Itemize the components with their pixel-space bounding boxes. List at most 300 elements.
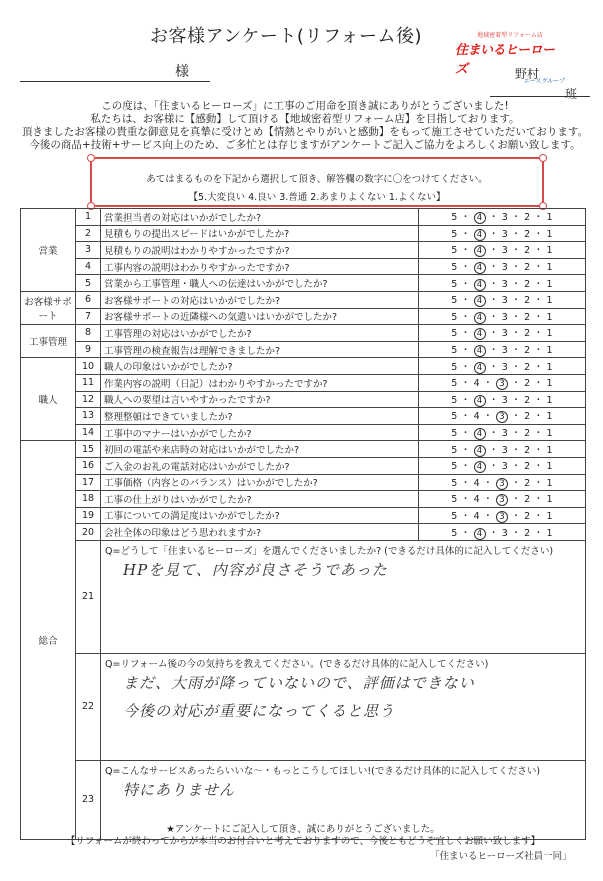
scale-separator: ・ xyxy=(457,394,474,406)
rating-option-selected[interactable]: 4 xyxy=(474,262,486,274)
open-question-row xyxy=(21,653,586,760)
handwritten-answer: HPを見て、内容が良さそうであった xyxy=(123,560,388,579)
question-number: 17 xyxy=(76,474,101,491)
handwritten-answer: まだ、大雨が降っていないので、評価はできない xyxy=(123,673,475,692)
rating-option[interactable]: 3 xyxy=(501,311,508,323)
customer-honorific: 様 xyxy=(175,64,189,80)
rating-option[interactable]: 4 xyxy=(473,510,480,522)
question-text: 初回の電話や来店時の対応はいかがでしたか? xyxy=(101,441,419,458)
rating-option[interactable]: 3 xyxy=(501,212,508,224)
question-number: 4 xyxy=(76,258,101,275)
intro-line: 頂きましたお客様の貴重な御意見を真摯に受けとめ【情熱とやりがいと感動】をもって施工させていただいております。 xyxy=(21,126,589,138)
rating-option[interactable]: 3 xyxy=(501,461,508,473)
question-row xyxy=(21,291,586,308)
question-number: 7 xyxy=(76,308,101,325)
question-row xyxy=(21,507,586,524)
rating-option[interactable]: 4 xyxy=(473,378,480,390)
rating-option-selected[interactable]: 3 xyxy=(496,411,508,423)
scale-separator: ・ xyxy=(457,411,474,423)
question-number: 5 xyxy=(76,275,101,292)
scale-separator: ・ xyxy=(485,361,502,373)
customer-name-line xyxy=(20,81,210,82)
rating-scale xyxy=(419,358,586,375)
rating-option[interactable]: 3 xyxy=(501,328,508,340)
rating-option[interactable]: 5 xyxy=(451,527,458,539)
scale-separator: ・ xyxy=(530,527,547,539)
scale-separator: ・ xyxy=(457,328,474,340)
rating-option[interactable]: 3 xyxy=(501,428,508,440)
rating-option[interactable]: 2 xyxy=(524,444,531,456)
rating-scale xyxy=(419,424,586,441)
rating-option-selected[interactable]: 4 xyxy=(474,312,486,324)
scale-separator: ・ xyxy=(457,527,474,539)
rating-option[interactable]: 1 xyxy=(546,212,553,224)
scale-separator: ・ xyxy=(485,527,502,539)
question-row xyxy=(21,341,586,358)
handwritten-answer: 特にありません xyxy=(123,780,236,799)
question-row xyxy=(21,424,586,441)
rating-option[interactable]: 4 xyxy=(473,494,480,506)
scale-separator: ・ xyxy=(485,228,502,240)
rating-option[interactable]: 3 xyxy=(501,527,508,539)
scale-separator: ・ xyxy=(457,311,474,323)
rating-option-selected[interactable]: 3 xyxy=(496,494,508,506)
question-row xyxy=(21,358,586,375)
scale-separator: ・ xyxy=(457,444,474,456)
rating-option[interactable]: 2 xyxy=(524,411,531,423)
question-number: 12 xyxy=(76,391,101,408)
category-sales: 営業 xyxy=(21,209,76,292)
rating-option[interactable]: 3 xyxy=(501,345,508,357)
question-text: お客様サポートの対応はいかがでしたか? xyxy=(101,291,419,308)
rating-option[interactable]: 2 xyxy=(524,510,531,522)
scale-separator: ・ xyxy=(457,345,474,357)
scale-separator: ・ xyxy=(530,394,547,406)
category-construction: 工事管理 xyxy=(21,325,76,358)
rating-instructions-box xyxy=(90,157,544,207)
rating-option[interactable]: 2 xyxy=(524,311,531,323)
intro-line: 私たちは、お客様に【感動】して頂ける【地域密着型リフォーム店】を目指しております。 xyxy=(90,113,520,125)
rating-option[interactable]: 5 xyxy=(451,311,458,323)
open-answer-area[interactable] xyxy=(101,540,586,653)
rating-option-selected[interactable]: 4 xyxy=(474,328,486,340)
rating-option-selected[interactable]: 3 xyxy=(496,511,508,523)
rating-scale xyxy=(419,491,586,508)
rating-option-selected[interactable]: 4 xyxy=(474,461,486,473)
scale-separator: ・ xyxy=(530,510,547,522)
scale-separator: ・ xyxy=(457,378,474,390)
rating-option[interactable]: 3 xyxy=(501,361,508,373)
scale-separator: ・ xyxy=(479,494,496,506)
scale-separator: ・ xyxy=(479,378,496,390)
rating-option[interactable]: 1 xyxy=(546,394,553,406)
rating-option[interactable]: 5 xyxy=(451,378,458,390)
survey-table xyxy=(20,208,586,840)
question-row xyxy=(21,209,586,226)
scale-separator: ・ xyxy=(485,345,502,357)
question-number: 10 xyxy=(76,358,101,375)
question-row xyxy=(21,225,586,242)
staff-unit: 班 xyxy=(565,87,578,101)
rating-option[interactable]: 1 xyxy=(546,228,553,240)
scale-separator: ・ xyxy=(485,278,502,290)
open-question-prompt: Q=こんなサービスあったらいいな〜・もっとこうしてほしい!(できるだけ具体的に記入してください) xyxy=(105,765,541,777)
scale-separator: ・ xyxy=(530,411,547,423)
question-row xyxy=(21,408,586,425)
question-text: 作業内容の説明（日記）はわかりやすかったですか? xyxy=(101,374,419,391)
rating-scale xyxy=(419,441,586,458)
rating-option[interactable]: 2 xyxy=(524,278,531,290)
rating-option[interactable]: 5 xyxy=(451,345,458,357)
rating-option[interactable]: 5 xyxy=(451,262,458,274)
open-question-row xyxy=(21,540,586,653)
scale-separator: ・ xyxy=(485,428,502,440)
scale-separator: ・ xyxy=(508,444,525,456)
rating-option[interactable]: 5 xyxy=(451,212,458,224)
scale-separator: ・ xyxy=(530,494,547,506)
logo-group: エースグループ xyxy=(523,78,565,85)
question-number: 19 xyxy=(76,507,101,524)
question-number: 14 xyxy=(76,424,101,441)
scale-separator: ・ xyxy=(508,262,525,274)
rating-scale xyxy=(419,258,586,275)
rating-option[interactable]: 5 xyxy=(451,428,458,440)
question-row xyxy=(21,391,586,408)
scale-separator: ・ xyxy=(530,262,547,274)
rating-scale xyxy=(419,507,586,524)
scale-separator: ・ xyxy=(530,444,547,456)
question-number: 13 xyxy=(76,408,101,425)
question-text: 工事の仕上がりはいかがでしたか? xyxy=(101,491,419,508)
scale-separator: ・ xyxy=(485,394,502,406)
scale-separator: ・ xyxy=(479,411,496,423)
category-support: お客様サポート xyxy=(21,291,76,324)
open-answer-area[interactable] xyxy=(101,653,586,760)
scale-separator: ・ xyxy=(530,212,547,224)
rating-scale xyxy=(419,225,586,242)
scale-separator: ・ xyxy=(485,328,502,340)
rating-option[interactable]: 1 xyxy=(546,311,553,323)
question-text: 工事管理の対応はいかがでしたか? xyxy=(101,325,419,342)
rating-scale xyxy=(419,341,586,358)
question-row xyxy=(21,325,586,342)
rating-scale xyxy=(419,391,586,408)
rating-option[interactable]: 2 xyxy=(524,428,531,440)
rating-option[interactable]: 3 xyxy=(501,394,508,406)
scale-separator: ・ xyxy=(485,295,502,307)
rating-scale xyxy=(419,457,586,474)
rating-option[interactable]: 5 xyxy=(451,245,458,257)
open-question-prompt: Q=リフォーム後の今の気持ちを教えてください。(できるだけ具体的に記入してください) xyxy=(105,658,489,670)
question-number: 8 xyxy=(76,325,101,342)
question-row xyxy=(21,524,586,541)
question-row xyxy=(21,258,586,275)
question-text: 工事管理の検査報告は理解できましたか? xyxy=(101,341,419,358)
scale-separator: ・ xyxy=(457,262,474,274)
rating-option[interactable]: 1 xyxy=(546,461,553,473)
rating-option[interactable]: 1 xyxy=(546,477,553,489)
scale-separator: ・ xyxy=(508,527,525,539)
rating-scale xyxy=(419,308,586,325)
scale-separator: ・ xyxy=(508,361,525,373)
scale-separator: ・ xyxy=(479,510,496,522)
rating-option[interactable]: 4 xyxy=(473,411,480,423)
rating-option[interactable]: 1 xyxy=(546,378,553,390)
question-row xyxy=(21,474,586,491)
rating-option[interactable]: 2 xyxy=(524,527,531,539)
rating-option[interactable]: 1 xyxy=(546,428,553,440)
rating-option-selected[interactable]: 4 xyxy=(474,395,486,407)
rating-scale xyxy=(419,374,586,391)
logo-tagline: 地域密着型リフォーム店 xyxy=(477,32,543,39)
intro-line: この度は、「住まいるヒーローズ」に工事のご用命を頂き誠にありがとうございました! xyxy=(101,100,509,112)
rating-option[interactable]: 3 xyxy=(501,295,508,307)
rating-scale xyxy=(419,209,586,226)
company-logo xyxy=(455,30,565,85)
question-text: 工事についての満足度はいかがでしたか? xyxy=(101,507,419,524)
rating-option[interactable]: 2 xyxy=(524,212,531,224)
rating-option-selected[interactable]: 4 xyxy=(474,229,486,241)
rating-option[interactable]: 5 xyxy=(451,461,458,473)
rating-scale xyxy=(419,474,586,491)
rating-option[interactable]: 2 xyxy=(524,345,531,357)
rating-scale xyxy=(419,291,586,308)
question-text: 営業から工事管理・職人への伝達はいかがでしたか? xyxy=(101,275,419,292)
rating-scale xyxy=(419,524,586,541)
rating-option-selected[interactable]: 4 xyxy=(474,279,486,291)
question-number: 9 xyxy=(76,341,101,358)
rating-option[interactable]: 5 xyxy=(451,278,458,290)
rating-option[interactable]: 1 xyxy=(546,494,553,506)
rating-option-selected[interactable]: 4 xyxy=(474,212,486,224)
question-number: 1 xyxy=(76,209,101,226)
rating-option[interactable]: 3 xyxy=(501,278,508,290)
rating-option-selected[interactable]: 4 xyxy=(474,345,486,357)
rating-option[interactable]: 1 xyxy=(546,444,553,456)
rating-option[interactable]: 5 xyxy=(451,228,458,240)
rating-option[interactable]: 5 xyxy=(451,295,458,307)
question-row xyxy=(21,441,586,458)
question-number: 6 xyxy=(76,291,101,308)
scale-separator: ・ xyxy=(457,278,474,290)
question-number: 20 xyxy=(76,524,101,541)
scale-separator: ・ xyxy=(530,461,547,473)
rating-option[interactable]: 2 xyxy=(524,378,531,390)
logo-name: 住まいるヒーローズ xyxy=(455,43,555,77)
rating-option[interactable]: 2 xyxy=(524,477,531,489)
scale-separator: ・ xyxy=(508,295,525,307)
rating-option[interactable]: 1 xyxy=(546,361,553,373)
rating-option[interactable]: 2 xyxy=(524,295,531,307)
rating-option[interactable]: 5 xyxy=(451,477,458,489)
scale-separator: ・ xyxy=(485,212,502,224)
question-number: 15 xyxy=(76,441,101,458)
rating-option[interactable]: 3 xyxy=(501,444,508,456)
footer-signoff: 「住まいるヒーローズ社員一同」 xyxy=(430,851,572,862)
question-text: 見積もりの説明はわかりやすかったですか? xyxy=(101,242,419,259)
rating-option[interactable]: 2 xyxy=(524,328,531,340)
scale-separator: ・ xyxy=(530,428,547,440)
handwritten-answer: 今後の対応が重要になってくると思う xyxy=(123,701,396,720)
pin-icon xyxy=(539,154,547,162)
rating-option-selected[interactable]: 3 xyxy=(496,378,508,390)
question-text: 会社全体の印象はどう思われますか? xyxy=(101,524,419,541)
rating-option[interactable]: 1 xyxy=(546,295,553,307)
rating-option[interactable]: 1 xyxy=(546,262,553,274)
rating-scale xyxy=(419,408,586,425)
scale-separator: ・ xyxy=(508,510,525,522)
question-row xyxy=(21,457,586,474)
scale-separator: ・ xyxy=(479,477,496,489)
rating-scale xyxy=(419,242,586,259)
staff-name-line xyxy=(490,96,590,97)
scale-separator: ・ xyxy=(530,328,547,340)
question-text: 工事内容の説明はわかりやすかったですか? xyxy=(101,258,419,275)
question-row xyxy=(21,491,586,508)
rating-option[interactable]: 2 xyxy=(524,228,531,240)
intro-message xyxy=(20,100,590,152)
scale-separator: ・ xyxy=(508,228,525,240)
scale-separator: ・ xyxy=(508,477,525,489)
question-number: 16 xyxy=(76,457,101,474)
scale-separator: ・ xyxy=(508,394,525,406)
question-text: 職人の印象はいかがでしたか? xyxy=(101,358,419,375)
footer-note: 【リフォームが終わってからが本当のお付合いと考えておりますので、今後ともどうぞ宜しくお願い致します】 xyxy=(65,836,541,847)
intro-line: 今後の商品+技術+サービス向上のため、ご多忙とは存じますがアンケートご記入ご協力をよろしくお願い致します。 xyxy=(29,139,581,151)
scale-separator: ・ xyxy=(508,212,525,224)
scale-separator: ・ xyxy=(530,295,547,307)
rating-option[interactable]: 3 xyxy=(501,262,508,274)
rating-option[interactable]: 1 xyxy=(546,345,553,357)
scale-separator: ・ xyxy=(530,228,547,240)
rating-scale xyxy=(419,325,586,342)
rating-option-selected[interactable]: 4 xyxy=(474,445,486,457)
scale-separator: ・ xyxy=(508,245,525,257)
rating-option-selected[interactable]: 4 xyxy=(474,245,486,257)
rating-option[interactable]: 2 xyxy=(524,361,531,373)
scale-separator: ・ xyxy=(457,494,474,506)
question-number: 11 xyxy=(76,374,101,391)
instruction-text: あてはまるものを下記から選択して頂き、解答欄の数字に〇をつけてください。 xyxy=(146,174,488,185)
rating-option[interactable]: 5 xyxy=(451,361,458,373)
footer-message xyxy=(20,824,586,848)
scale-separator: ・ xyxy=(508,328,525,340)
rating-option[interactable]: 2 xyxy=(524,394,531,406)
scale-separator: ・ xyxy=(530,311,547,323)
scale-separator: ・ xyxy=(457,477,474,489)
question-text: 工事中のマナーはいかがでしたか? xyxy=(101,424,419,441)
scale-separator: ・ xyxy=(530,378,547,390)
scale-separator: ・ xyxy=(508,428,525,440)
category-overall: 総合 xyxy=(21,441,76,840)
scale-separator: ・ xyxy=(530,278,547,290)
rating-option[interactable]: 2 xyxy=(524,461,531,473)
rating-option[interactable]: 1 xyxy=(546,245,553,257)
scale-separator: ・ xyxy=(530,477,547,489)
scale-separator: ・ xyxy=(530,361,547,373)
scale-separator: ・ xyxy=(508,345,525,357)
scale-separator: ・ xyxy=(485,444,502,456)
rating-option[interactable]: 5 xyxy=(451,494,458,506)
rating-option[interactable]: 5 xyxy=(451,444,458,456)
question-text: 整理整頓はできていましたか? xyxy=(101,408,419,425)
scale-separator: ・ xyxy=(530,245,547,257)
rating-scale-legend: 【5.大変良い 4.良い 3.普通 2.あまりよくない 1.よくない】 xyxy=(188,192,446,203)
question-row xyxy=(21,275,586,292)
rating-option-selected[interactable]: 4 xyxy=(474,428,486,440)
question-text: 見積もりの提出スピードはいかがでしたか? xyxy=(101,225,419,242)
scale-separator: ・ xyxy=(485,245,502,257)
rating-option[interactable]: 1 xyxy=(546,411,553,423)
rating-scale xyxy=(419,275,586,292)
question-text: 職人への要望は言いやすかったですか? xyxy=(101,391,419,408)
scale-separator: ・ xyxy=(508,278,525,290)
category-craftsman: 職人 xyxy=(21,358,76,441)
scale-separator: ・ xyxy=(457,510,474,522)
scale-separator: ・ xyxy=(508,311,525,323)
question-row xyxy=(21,308,586,325)
scale-separator: ・ xyxy=(457,212,474,224)
scale-separator: ・ xyxy=(457,461,474,473)
staff-name: 野村 xyxy=(515,67,540,81)
rating-option[interactable]: 1 xyxy=(546,278,553,290)
rating-option[interactable]: 3 xyxy=(501,228,508,240)
rating-option[interactable]: 5 xyxy=(451,328,458,340)
page-title: お客様アンケート(リフォーム後) xyxy=(150,26,423,47)
question-number: 3 xyxy=(76,242,101,259)
question-text: 営業担当者の対応はいかがでしたか? xyxy=(101,209,419,226)
rating-option[interactable]: 5 xyxy=(451,411,458,423)
rating-option-selected[interactable]: 4 xyxy=(474,362,486,374)
question-number: 18 xyxy=(76,491,101,508)
footer-thanks: ★アンケートにご記入して頂き、誠にありがとうございました。 xyxy=(166,824,440,835)
question-number: 23 xyxy=(76,760,101,839)
question-row xyxy=(21,374,586,391)
rating-option[interactable]: 1 xyxy=(546,510,553,522)
scale-separator: ・ xyxy=(457,228,474,240)
question-row xyxy=(21,242,586,259)
question-number: 21 xyxy=(76,540,101,653)
rating-option-selected[interactable]: 4 xyxy=(474,295,486,307)
scale-separator: ・ xyxy=(457,245,474,257)
rating-option-selected[interactable]: 4 xyxy=(474,528,486,540)
rating-option[interactable]: 5 xyxy=(451,510,458,522)
pin-icon xyxy=(87,154,95,162)
scale-separator: ・ xyxy=(508,411,525,423)
rating-option[interactable]: 2 xyxy=(524,262,531,274)
scale-separator: ・ xyxy=(457,361,474,373)
rating-option-selected[interactable]: 3 xyxy=(496,478,508,490)
scale-separator: ・ xyxy=(508,494,525,506)
scale-separator: ・ xyxy=(457,428,474,440)
question-number: 22 xyxy=(76,653,101,760)
open-question-prompt: Q=どうして「住まいるヒーローズ」を選んでくださいましたか? (できるだけ具体的に記入してください) xyxy=(105,545,554,557)
rating-option[interactable]: 5 xyxy=(451,394,458,406)
rating-option[interactable]: 2 xyxy=(524,494,531,506)
scale-separator: ・ xyxy=(485,311,502,323)
scale-separator: ・ xyxy=(457,295,474,307)
question-text: 工事価格（内容とのバランス）はいかがでしたか? xyxy=(101,474,419,491)
rating-option[interactable]: 2 xyxy=(524,245,531,257)
rating-option[interactable]: 4 xyxy=(473,477,480,489)
rating-option[interactable]: 1 xyxy=(546,527,553,539)
scale-separator: ・ xyxy=(485,461,502,473)
rating-option[interactable]: 3 xyxy=(501,245,508,257)
question-text: お客様サポートの近隣様への気遣いはいかがでしたか? xyxy=(101,308,419,325)
scale-separator: ・ xyxy=(508,461,525,473)
rating-option[interactable]: 1 xyxy=(546,328,553,340)
question-text: ご入金のお礼の電話対応はいかがでしたか? xyxy=(101,457,419,474)
